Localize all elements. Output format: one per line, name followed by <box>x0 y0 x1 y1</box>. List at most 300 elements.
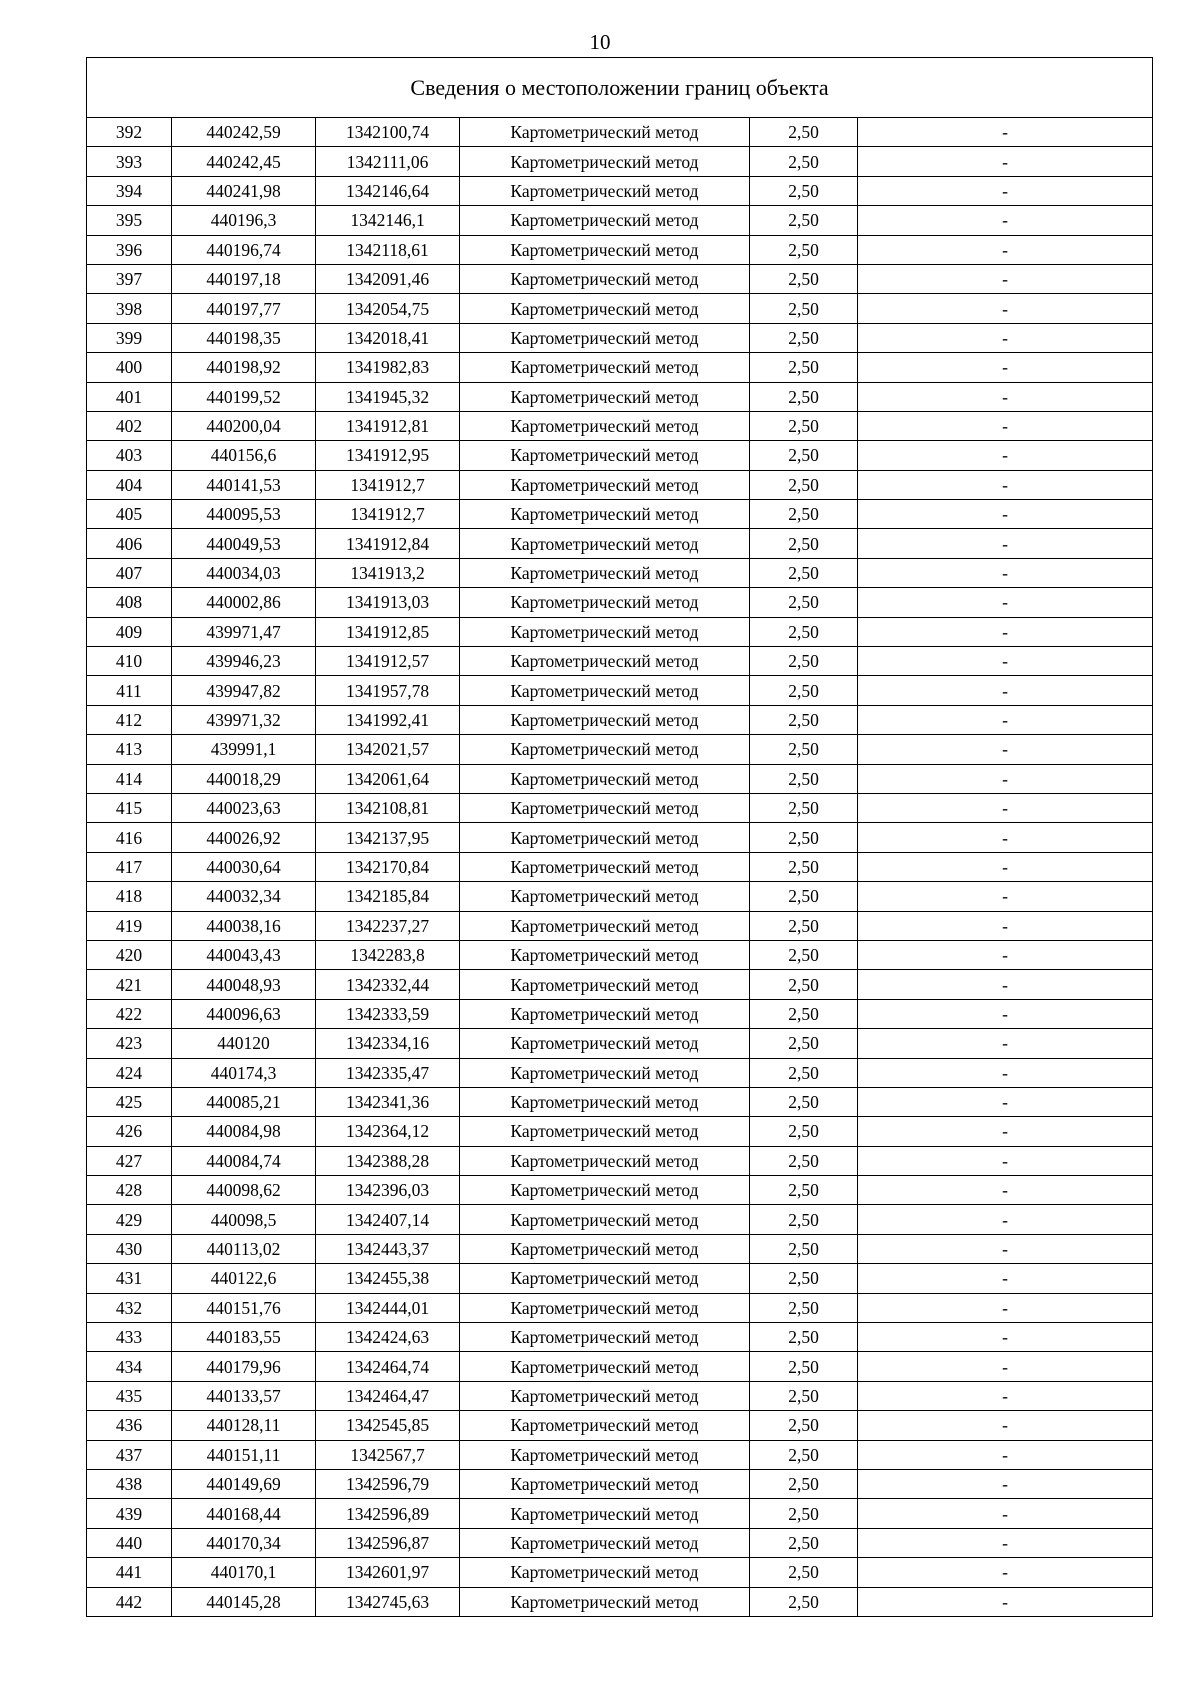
point-number-cell: 413 <box>87 735 172 764</box>
point-number-cell: 401 <box>87 382 172 411</box>
description-cell: - <box>858 970 1153 999</box>
description-cell: - <box>858 676 1153 705</box>
table-row <box>87 411 1153 440</box>
description-cell: - <box>858 323 1153 352</box>
table-row <box>87 1323 1153 1352</box>
x-coordinate-cell: 440196,74 <box>172 235 316 264</box>
description-cell: - <box>858 647 1153 676</box>
y-coordinate-cell: 1342341,36 <box>316 1087 460 1116</box>
point-number-cell: 417 <box>87 852 172 881</box>
y-coordinate-cell: 1342018,41 <box>316 323 460 352</box>
method-cell: Картометрический метод <box>460 735 750 764</box>
description-cell: - <box>858 1234 1153 1263</box>
x-coordinate-cell: 439971,32 <box>172 705 316 734</box>
accuracy-cell: 2,50 <box>750 1146 858 1175</box>
method-cell: Картометрический метод <box>460 382 750 411</box>
accuracy-cell: 2,50 <box>750 1029 858 1058</box>
description-cell: - <box>858 1058 1153 1087</box>
point-number-cell: 441 <box>87 1558 172 1587</box>
y-coordinate-cell: 1342237,27 <box>316 911 460 940</box>
x-coordinate-cell: 440018,29 <box>172 764 316 793</box>
y-coordinate-cell: 1341912,7 <box>316 470 460 499</box>
x-coordinate-cell: 440156,6 <box>172 441 316 470</box>
method-cell: Картометрический метод <box>460 1440 750 1469</box>
description-cell: - <box>858 1411 1153 1440</box>
y-coordinate-cell: 1342596,87 <box>316 1528 460 1557</box>
table-row <box>87 500 1153 529</box>
accuracy-cell: 2,50 <box>750 1352 858 1381</box>
y-coordinate-cell: 1342601,97 <box>316 1558 460 1587</box>
table-row <box>87 323 1153 352</box>
method-cell: Картометрический метод <box>460 470 750 499</box>
y-coordinate-cell: 1342364,12 <box>316 1117 460 1146</box>
table-row <box>87 852 1153 881</box>
description-cell: - <box>858 470 1153 499</box>
point-number-cell: 433 <box>87 1323 172 1352</box>
method-cell: Картометрический метод <box>460 1234 750 1263</box>
point-number-cell: 395 <box>87 206 172 235</box>
y-coordinate-cell: 1342455,38 <box>316 1264 460 1293</box>
point-number-cell: 425 <box>87 1087 172 1116</box>
accuracy-cell: 2,50 <box>750 588 858 617</box>
x-coordinate-cell: 440095,53 <box>172 500 316 529</box>
x-coordinate-cell: 439947,82 <box>172 676 316 705</box>
method-cell: Картометрический метод <box>460 1058 750 1087</box>
description-cell: - <box>858 1440 1153 1469</box>
point-number-cell: 408 <box>87 588 172 617</box>
description-cell: - <box>858 1146 1153 1175</box>
table-title-row <box>87 58 1153 118</box>
y-coordinate-cell: 1342334,16 <box>316 1029 460 1058</box>
y-coordinate-cell: 1341913,2 <box>316 558 460 587</box>
method-cell: Картометрический метод <box>460 235 750 264</box>
method-cell: Картометрический метод <box>460 705 750 734</box>
y-coordinate-cell: 1342185,84 <box>316 882 460 911</box>
table-row <box>87 1029 1153 1058</box>
description-cell: - <box>858 617 1153 646</box>
point-number-cell: 398 <box>87 294 172 323</box>
accuracy-cell: 2,50 <box>750 1528 858 1557</box>
accuracy-cell: 2,50 <box>750 647 858 676</box>
accuracy-cell: 2,50 <box>750 1558 858 1587</box>
point-number-cell: 430 <box>87 1234 172 1263</box>
description-cell: - <box>858 1352 1153 1381</box>
description-cell: - <box>858 441 1153 470</box>
description-cell: - <box>858 1293 1153 1322</box>
accuracy-cell: 2,50 <box>750 1058 858 1087</box>
point-number-cell: 397 <box>87 264 172 293</box>
table-row <box>87 118 1153 147</box>
point-number-cell: 412 <box>87 705 172 734</box>
x-coordinate-cell: 440038,16 <box>172 911 316 940</box>
accuracy-cell: 2,50 <box>750 294 858 323</box>
table-row <box>87 441 1153 470</box>
accuracy-cell: 2,50 <box>750 617 858 646</box>
x-coordinate-cell: 440183,55 <box>172 1323 316 1352</box>
x-coordinate-cell: 440151,76 <box>172 1293 316 1322</box>
y-coordinate-cell: 1341913,03 <box>316 588 460 617</box>
description-cell: - <box>858 1528 1153 1557</box>
x-coordinate-cell: 440241,98 <box>172 176 316 205</box>
method-cell: Картометрический метод <box>460 558 750 587</box>
y-coordinate-cell: 1341912,95 <box>316 441 460 470</box>
point-number-cell: 418 <box>87 882 172 911</box>
point-number-cell: 436 <box>87 1411 172 1440</box>
description-cell: - <box>858 147 1153 176</box>
y-coordinate-cell: 1341945,32 <box>316 382 460 411</box>
y-coordinate-cell: 1342596,89 <box>316 1499 460 1528</box>
method-cell: Картометрический метод <box>460 1411 750 1440</box>
accuracy-cell: 2,50 <box>750 1293 858 1322</box>
x-coordinate-cell: 440084,98 <box>172 1117 316 1146</box>
point-number-cell: 429 <box>87 1205 172 1234</box>
accuracy-cell: 2,50 <box>750 852 858 881</box>
accuracy-cell: 2,50 <box>750 1323 858 1352</box>
x-coordinate-cell: 440034,03 <box>172 558 316 587</box>
method-cell: Картометрический метод <box>460 353 750 382</box>
method-cell: Картометрический метод <box>460 1352 750 1381</box>
method-cell: Картометрический метод <box>460 500 750 529</box>
point-number-cell: 428 <box>87 1176 172 1205</box>
description-cell: - <box>858 1205 1153 1234</box>
y-coordinate-cell: 1342335,47 <box>316 1058 460 1087</box>
x-coordinate-cell: 440149,69 <box>172 1469 316 1498</box>
y-coordinate-cell: 1342146,1 <box>316 206 460 235</box>
point-number-cell: 405 <box>87 500 172 529</box>
description-cell: - <box>858 1558 1153 1587</box>
point-number-cell: 435 <box>87 1381 172 1410</box>
point-number-cell: 437 <box>87 1440 172 1469</box>
description-cell: - <box>858 735 1153 764</box>
table-row <box>87 647 1153 676</box>
method-cell: Картометрический метод <box>460 206 750 235</box>
description-cell: - <box>858 1029 1153 1058</box>
x-coordinate-cell: 440170,1 <box>172 1558 316 1587</box>
table-row <box>87 1469 1153 1498</box>
y-coordinate-cell: 1342388,28 <box>316 1146 460 1175</box>
point-number-cell: 440 <box>87 1528 172 1557</box>
x-coordinate-cell: 440043,43 <box>172 940 316 969</box>
y-coordinate-cell: 1342396,03 <box>316 1176 460 1205</box>
table-row <box>87 764 1153 793</box>
x-coordinate-cell: 440168,44 <box>172 1499 316 1528</box>
x-coordinate-cell: 440120 <box>172 1029 316 1058</box>
accuracy-cell: 2,50 <box>750 147 858 176</box>
point-number-cell: 402 <box>87 411 172 440</box>
description-cell: - <box>858 764 1153 793</box>
method-cell: Картометрический метод <box>460 1323 750 1352</box>
y-coordinate-cell: 1342444,01 <box>316 1293 460 1322</box>
method-cell: Картометрический метод <box>460 1528 750 1557</box>
description-cell: - <box>858 1117 1153 1146</box>
description-cell: - <box>858 264 1153 293</box>
method-cell: Картометрический метод <box>460 1029 750 1058</box>
y-coordinate-cell: 1341992,41 <box>316 705 460 734</box>
method-cell: Картометрический метод <box>460 647 750 676</box>
accuracy-cell: 2,50 <box>750 470 858 499</box>
description-cell: - <box>858 529 1153 558</box>
point-number-cell: 410 <box>87 647 172 676</box>
x-coordinate-cell: 440084,74 <box>172 1146 316 1175</box>
description-cell: - <box>858 1087 1153 1116</box>
accuracy-cell: 2,50 <box>750 118 858 147</box>
point-number-cell: 406 <box>87 529 172 558</box>
accuracy-cell: 2,50 <box>750 1469 858 1498</box>
accuracy-cell: 2,50 <box>750 1234 858 1263</box>
method-cell: Картометрический метод <box>460 1205 750 1234</box>
description-cell: - <box>858 353 1153 382</box>
table-row <box>87 1411 1153 1440</box>
accuracy-cell: 2,50 <box>750 705 858 734</box>
y-coordinate-cell: 1342137,95 <box>316 823 460 852</box>
point-number-cell: 394 <box>87 176 172 205</box>
point-number-cell: 400 <box>87 353 172 382</box>
y-coordinate-cell: 1341957,78 <box>316 676 460 705</box>
x-coordinate-cell: 440133,57 <box>172 1381 316 1410</box>
method-cell: Картометрический метод <box>460 1587 750 1616</box>
description-cell: - <box>858 500 1153 529</box>
point-number-cell: 411 <box>87 676 172 705</box>
y-coordinate-cell: 1342424,63 <box>316 1323 460 1352</box>
table-row <box>87 235 1153 264</box>
table-row <box>87 1264 1153 1293</box>
method-cell: Картометрический метод <box>460 411 750 440</box>
method-cell: Картометрический метод <box>460 676 750 705</box>
y-coordinate-cell: 1341912,7 <box>316 500 460 529</box>
y-coordinate-cell: 1341912,85 <box>316 617 460 646</box>
method-cell: Картометрический метод <box>460 852 750 881</box>
method-cell: Картометрический метод <box>460 793 750 822</box>
table-row <box>87 940 1153 969</box>
method-cell: Картометрический метод <box>460 529 750 558</box>
method-cell: Картометрический метод <box>460 441 750 470</box>
method-cell: Картометрический метод <box>460 264 750 293</box>
description-cell: - <box>858 1176 1153 1205</box>
accuracy-cell: 2,50 <box>750 558 858 587</box>
y-coordinate-cell: 1342332,44 <box>316 970 460 999</box>
x-coordinate-cell: 440113,02 <box>172 1234 316 1263</box>
method-cell: Картометрический метод <box>460 1087 750 1116</box>
accuracy-cell: 2,50 <box>750 999 858 1028</box>
method-cell: Картометрический метод <box>460 588 750 617</box>
table-row <box>87 1117 1153 1146</box>
point-number-cell: 438 <box>87 1469 172 1498</box>
accuracy-cell: 2,50 <box>750 823 858 852</box>
description-cell: - <box>858 882 1153 911</box>
table-row <box>87 1205 1153 1234</box>
y-coordinate-cell: 1342596,79 <box>316 1469 460 1498</box>
method-cell: Картометрический метод <box>460 118 750 147</box>
x-coordinate-cell: 440030,64 <box>172 852 316 881</box>
x-coordinate-cell: 440048,93 <box>172 970 316 999</box>
accuracy-cell: 2,50 <box>750 882 858 911</box>
page-number: 10 <box>589 30 611 54</box>
accuracy-cell: 2,50 <box>750 1440 858 1469</box>
y-coordinate-cell: 1342061,64 <box>316 764 460 793</box>
table-row <box>87 676 1153 705</box>
description-cell: - <box>858 1587 1153 1616</box>
point-number-cell: 421 <box>87 970 172 999</box>
point-number-cell: 426 <box>87 1117 172 1146</box>
description-cell: - <box>858 823 1153 852</box>
accuracy-cell: 2,50 <box>750 764 858 793</box>
point-number-cell: 399 <box>87 323 172 352</box>
point-number-cell: 439 <box>87 1499 172 1528</box>
point-number-cell: 416 <box>87 823 172 852</box>
method-cell: Картометрический метод <box>460 970 750 999</box>
description-cell: - <box>858 176 1153 205</box>
x-coordinate-cell: 440197,18 <box>172 264 316 293</box>
description-cell: - <box>858 588 1153 617</box>
y-coordinate-cell: 1342170,84 <box>316 852 460 881</box>
x-coordinate-cell: 440199,52 <box>172 382 316 411</box>
x-coordinate-cell: 440023,63 <box>172 793 316 822</box>
y-coordinate-cell: 1342283,8 <box>316 940 460 969</box>
x-coordinate-cell: 439991,1 <box>172 735 316 764</box>
point-number-cell: 396 <box>87 235 172 264</box>
description-cell: - <box>858 852 1153 881</box>
description-cell: - <box>858 911 1153 940</box>
point-number-cell: 442 <box>87 1587 172 1616</box>
x-coordinate-cell: 440170,34 <box>172 1528 316 1557</box>
x-coordinate-cell: 440085,21 <box>172 1087 316 1116</box>
point-number-cell: 420 <box>87 940 172 969</box>
table-row <box>87 1381 1153 1410</box>
y-coordinate-cell: 1341982,83 <box>316 353 460 382</box>
y-coordinate-cell: 1342333,59 <box>316 999 460 1028</box>
accuracy-cell: 2,50 <box>750 940 858 969</box>
table-row <box>87 793 1153 822</box>
point-number-cell: 424 <box>87 1058 172 1087</box>
point-number-cell: 434 <box>87 1352 172 1381</box>
table-row <box>87 823 1153 852</box>
method-cell: Картометрический метод <box>460 1558 750 1587</box>
table-row <box>87 353 1153 382</box>
accuracy-cell: 2,50 <box>750 970 858 999</box>
point-number-cell: 432 <box>87 1293 172 1322</box>
table-title: Сведения о местоположении границ объекта <box>87 58 1153 118</box>
accuracy-cell: 2,50 <box>750 1176 858 1205</box>
y-coordinate-cell: 1342146,64 <box>316 176 460 205</box>
table-row <box>87 617 1153 646</box>
table-row <box>87 882 1153 911</box>
table-row <box>87 999 1153 1028</box>
x-coordinate-cell: 440179,96 <box>172 1352 316 1381</box>
method-cell: Картометрический метод <box>460 176 750 205</box>
accuracy-cell: 2,50 <box>750 735 858 764</box>
accuracy-cell: 2,50 <box>750 1381 858 1410</box>
x-coordinate-cell: 440032,34 <box>172 882 316 911</box>
method-cell: Картометрический метод <box>460 147 750 176</box>
x-coordinate-cell: 440242,45 <box>172 147 316 176</box>
description-cell: - <box>858 705 1153 734</box>
accuracy-cell: 2,50 <box>750 500 858 529</box>
point-number-cell: 423 <box>87 1029 172 1058</box>
table-row <box>87 1352 1153 1381</box>
method-cell: Картометрический метод <box>460 323 750 352</box>
accuracy-cell: 2,50 <box>750 206 858 235</box>
x-coordinate-cell: 440122,6 <box>172 1264 316 1293</box>
table-row <box>87 382 1153 411</box>
table-row <box>87 470 1153 499</box>
x-coordinate-cell: 440197,77 <box>172 294 316 323</box>
method-cell: Картометрический метод <box>460 294 750 323</box>
accuracy-cell: 2,50 <box>750 911 858 940</box>
accuracy-cell: 2,50 <box>750 529 858 558</box>
table-row <box>87 1440 1153 1469</box>
table-row <box>87 911 1153 940</box>
method-cell: Картометрический метод <box>460 1469 750 1498</box>
x-coordinate-cell: 440200,04 <box>172 411 316 440</box>
point-number-cell: 427 <box>87 1146 172 1175</box>
y-coordinate-cell: 1342091,46 <box>316 264 460 293</box>
table-row <box>87 529 1153 558</box>
table-row <box>87 588 1153 617</box>
table-row <box>87 1587 1153 1616</box>
y-coordinate-cell: 1342118,61 <box>316 235 460 264</box>
x-coordinate-cell: 440196,3 <box>172 206 316 235</box>
x-coordinate-cell: 440026,92 <box>172 823 316 852</box>
accuracy-cell: 2,50 <box>750 793 858 822</box>
x-coordinate-cell: 440198,35 <box>172 323 316 352</box>
table-row <box>87 176 1153 205</box>
accuracy-cell: 2,50 <box>750 411 858 440</box>
description-cell: - <box>858 1499 1153 1528</box>
accuracy-cell: 2,50 <box>750 176 858 205</box>
y-coordinate-cell: 1342108,81 <box>316 793 460 822</box>
x-coordinate-cell: 439971,47 <box>172 617 316 646</box>
y-coordinate-cell: 1342464,74 <box>316 1352 460 1381</box>
table-row <box>87 1087 1153 1116</box>
table-row <box>87 1558 1153 1587</box>
table-row <box>87 147 1153 176</box>
x-coordinate-cell: 440151,11 <box>172 1440 316 1469</box>
point-number-cell: 409 <box>87 617 172 646</box>
accuracy-cell: 2,50 <box>750 441 858 470</box>
x-coordinate-cell: 440098,62 <box>172 1176 316 1205</box>
point-number-cell: 422 <box>87 999 172 1028</box>
x-coordinate-cell: 440242,59 <box>172 118 316 147</box>
method-cell: Картометрический метод <box>460 823 750 852</box>
method-cell: Картометрический метод <box>460 1499 750 1528</box>
accuracy-cell: 2,50 <box>750 353 858 382</box>
method-cell: Картометрический метод <box>460 911 750 940</box>
x-coordinate-cell: 440145,28 <box>172 1587 316 1616</box>
accuracy-cell: 2,50 <box>750 382 858 411</box>
table-row <box>87 1499 1153 1528</box>
x-coordinate-cell: 440174,3 <box>172 1058 316 1087</box>
description-cell: - <box>858 940 1153 969</box>
method-cell: Картометрический метод <box>460 882 750 911</box>
y-coordinate-cell: 1341912,81 <box>316 411 460 440</box>
accuracy-cell: 2,50 <box>750 1411 858 1440</box>
method-cell: Картометрический метод <box>460 1176 750 1205</box>
table-row <box>87 1146 1153 1175</box>
table-row <box>87 294 1153 323</box>
description-cell: - <box>858 1381 1153 1410</box>
x-coordinate-cell: 440002,86 <box>172 588 316 617</box>
accuracy-cell: 2,50 <box>750 1264 858 1293</box>
table-row <box>87 735 1153 764</box>
description-cell: - <box>858 1323 1153 1352</box>
x-coordinate-cell: 440198,92 <box>172 353 316 382</box>
description-cell: - <box>858 1469 1153 1498</box>
accuracy-cell: 2,50 <box>750 676 858 705</box>
accuracy-cell: 2,50 <box>750 264 858 293</box>
accuracy-cell: 2,50 <box>750 235 858 264</box>
description-cell: - <box>858 118 1153 147</box>
y-coordinate-cell: 1342545,85 <box>316 1411 460 1440</box>
